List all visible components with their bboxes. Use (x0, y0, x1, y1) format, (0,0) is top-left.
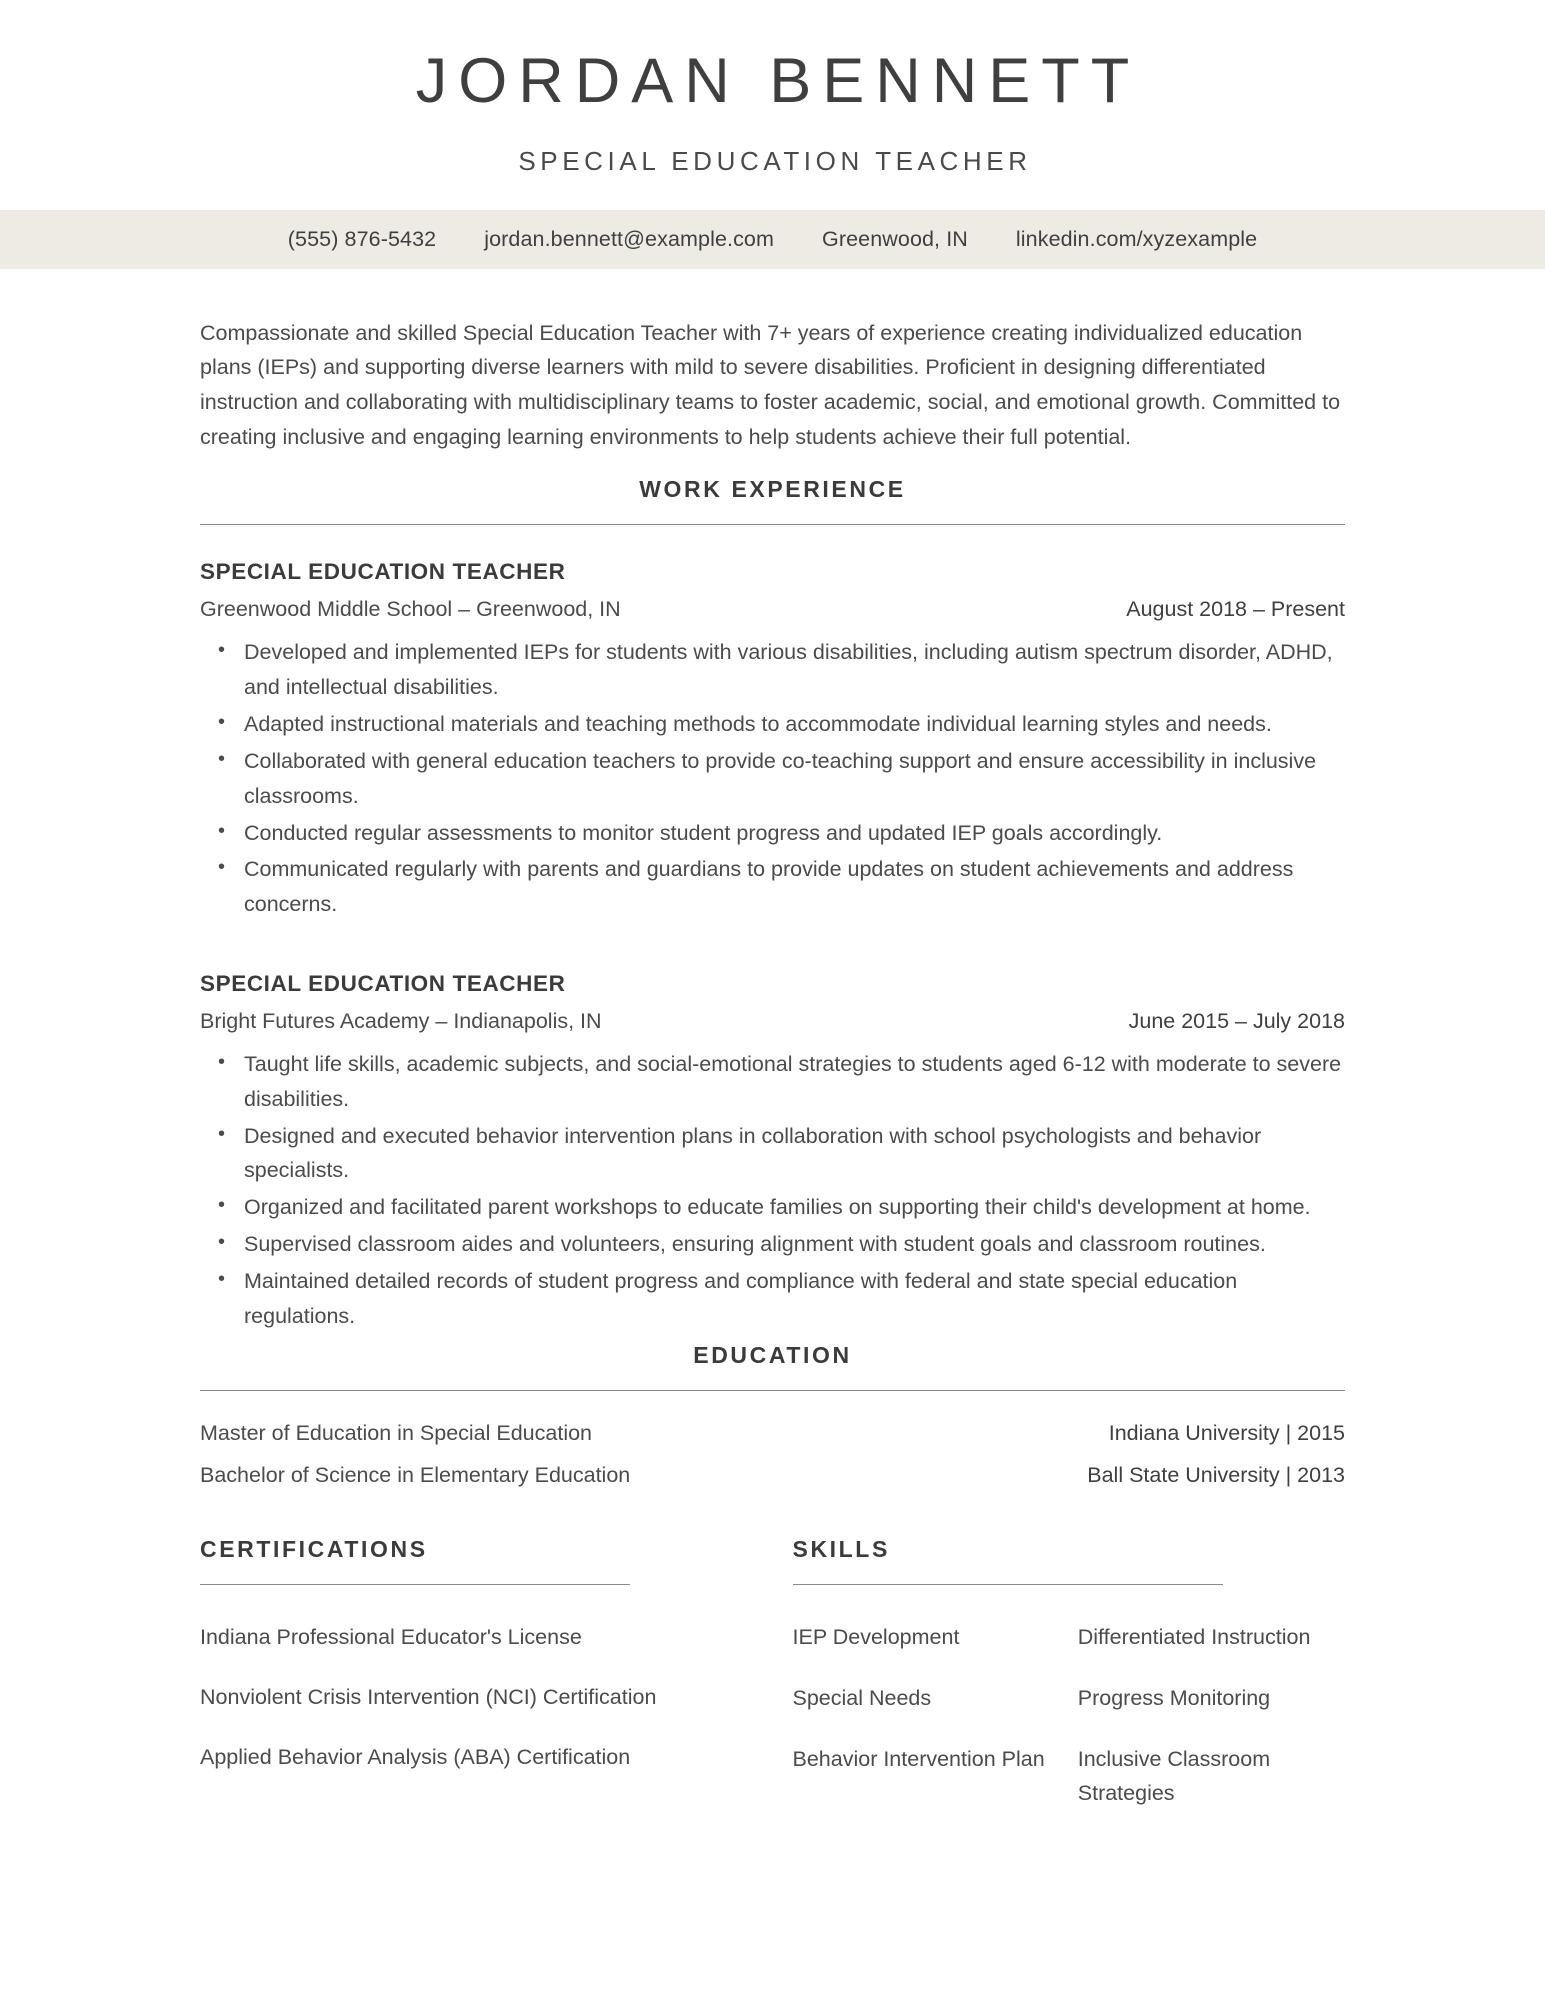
section-divider (200, 1390, 1345, 1391)
education-school-year: Indiana University | 2015 (1108, 1420, 1345, 1445)
education-entry (200, 1463, 1345, 1488)
experience-bullet: • Taught life skills, academic subjects, and social-emotional strategies to students aged 6-12 with moderate to severe disabilities. (244, 1047, 1345, 1117)
experience-entry (200, 559, 1345, 922)
certification-item: Indiana Professional Educator's License (200, 1624, 582, 1649)
experience-entry (200, 971, 1345, 1334)
experience-bullet: • Maintained detailed records of student progress and compliance with federal and state special education regulations. (244, 1264, 1345, 1334)
skill-item: Differentiated Instruction (1077, 1624, 1311, 1649)
education-degree: Bachelor of Science in Elementary Education (200, 1462, 631, 1487)
experience-bullet: • Designed and executed behavior intervention plans in collaboration with school psychologists and behavior specialists. (244, 1119, 1345, 1189)
experience-bullet: • Developed and implemented IEPs for students with various disabilities, including autism spectrum disorder, ADHD, and intellectual disabilities. (244, 635, 1345, 705)
experience-bullet: • Conducted regular assessments to monitor student progress and updated IEP goals accordingly. (244, 816, 1345, 851)
skill-item: Progress Monitoring (1077, 1685, 1271, 1710)
skills-list (793, 1621, 1346, 1810)
experience-bullet: • Adapted instructional materials and teaching methods to accommodate individual learning styles and needs. (244, 707, 1345, 742)
bottom-two-column-section (200, 1536, 1345, 1810)
certification-item: Applied Behavior Analysis (ABA) Certification (200, 1745, 631, 1770)
experience-company: Greenwood Middle School – Greenwood, IN (200, 597, 621, 622)
experience-bullet: • Supervised classroom aides and volunteers, ensuring alignment with student goals and classroom routines. (244, 1227, 1345, 1262)
candidate-job-title: SPECIAL EDUCATION TEACHER (518, 145, 1032, 176)
section-heading-skills: SKILLS (792, 1535, 890, 1562)
skill-item: Inclusive Classroom Strategies (1077, 1747, 1271, 1805)
certifications-section (200, 1536, 773, 1810)
certification-item: Nonviolent Crisis Intervention (NCI) Certification (200, 1684, 657, 1709)
experience-dates: August 2018 – Present (1126, 597, 1345, 622)
section-divider (793, 1584, 1223, 1585)
education-list (200, 1421, 1345, 1488)
education-section (200, 1342, 1345, 1488)
skills-section (773, 1536, 1346, 1810)
experience-role: SPECIAL EDUCATION TEACHER (200, 559, 566, 585)
experience-bullet-list (200, 635, 1345, 922)
contact-linkedin[interactable]: linkedin.com/xyzexample (1015, 226, 1258, 251)
contact-phone: (555) 876-5432 (287, 226, 437, 251)
section-heading-work-experience: WORK EXPERIENCE (639, 476, 906, 503)
experience-dates: June 2015 – July 2018 (1128, 1008, 1345, 1033)
experience-bullet: • Collaborated with general education teachers to provide co-teaching support and ensure accessibility in inclusive classrooms. (244, 744, 1345, 814)
section-heading-education: EDUCATION (693, 1341, 852, 1368)
education-entry (200, 1421, 1345, 1446)
resume-body (0, 316, 1545, 1810)
experience-company: Bright Futures Academy – Indianapolis, IN (200, 1008, 602, 1033)
experience-meta-row (200, 1009, 1345, 1034)
section-divider (200, 524, 1345, 525)
skill-item: Special Needs (792, 1685, 932, 1710)
candidate-name: JORDAN BENNETT (415, 46, 1141, 116)
skill-item: Behavior Intervention Plan (792, 1747, 1045, 1772)
experience-bullet-list (200, 1047, 1345, 1334)
experience-bullet: • Communicated regularly with parents and guardians to provide updates on student achievements and address concerns. (244, 852, 1345, 922)
experience-meta-row (200, 597, 1345, 622)
work-experience-section (200, 476, 1345, 1333)
education-school-year: Ball State University | 2013 (1087, 1462, 1345, 1487)
contact-bar (0, 210, 1545, 269)
experience-role: SPECIAL EDUCATION TEACHER (200, 970, 566, 996)
certifications-list (200, 1621, 753, 1774)
section-divider (200, 1584, 630, 1585)
education-degree: Master of Education in Special Education (200, 1420, 593, 1445)
section-heading-certifications: CERTIFICATIONS (200, 1535, 428, 1562)
skill-item: IEP Development (792, 1624, 960, 1649)
professional-summary: Compassionate and skilled Special Education Teacher with 7+ years of experience creating individualized education plans (IEPs) and supporting diverse learners with mild to severe disabilities. Proficient in designing differentiated instruction and collaborating with multidisciplinary teams to foster academic, social, and emotional growth. Committed to creating inclusive and engaging learning environments to help students achieve their full potential. (200, 320, 1341, 450)
experience-bullet: • Organized and facilitated parent workshops to educate families on supporting their child's development at home. (244, 1190, 1345, 1225)
contact-location: Greenwood, IN (822, 226, 968, 251)
resume-header (0, 0, 1545, 177)
contact-email[interactable]: jordan.bennett@example.com (484, 226, 774, 251)
